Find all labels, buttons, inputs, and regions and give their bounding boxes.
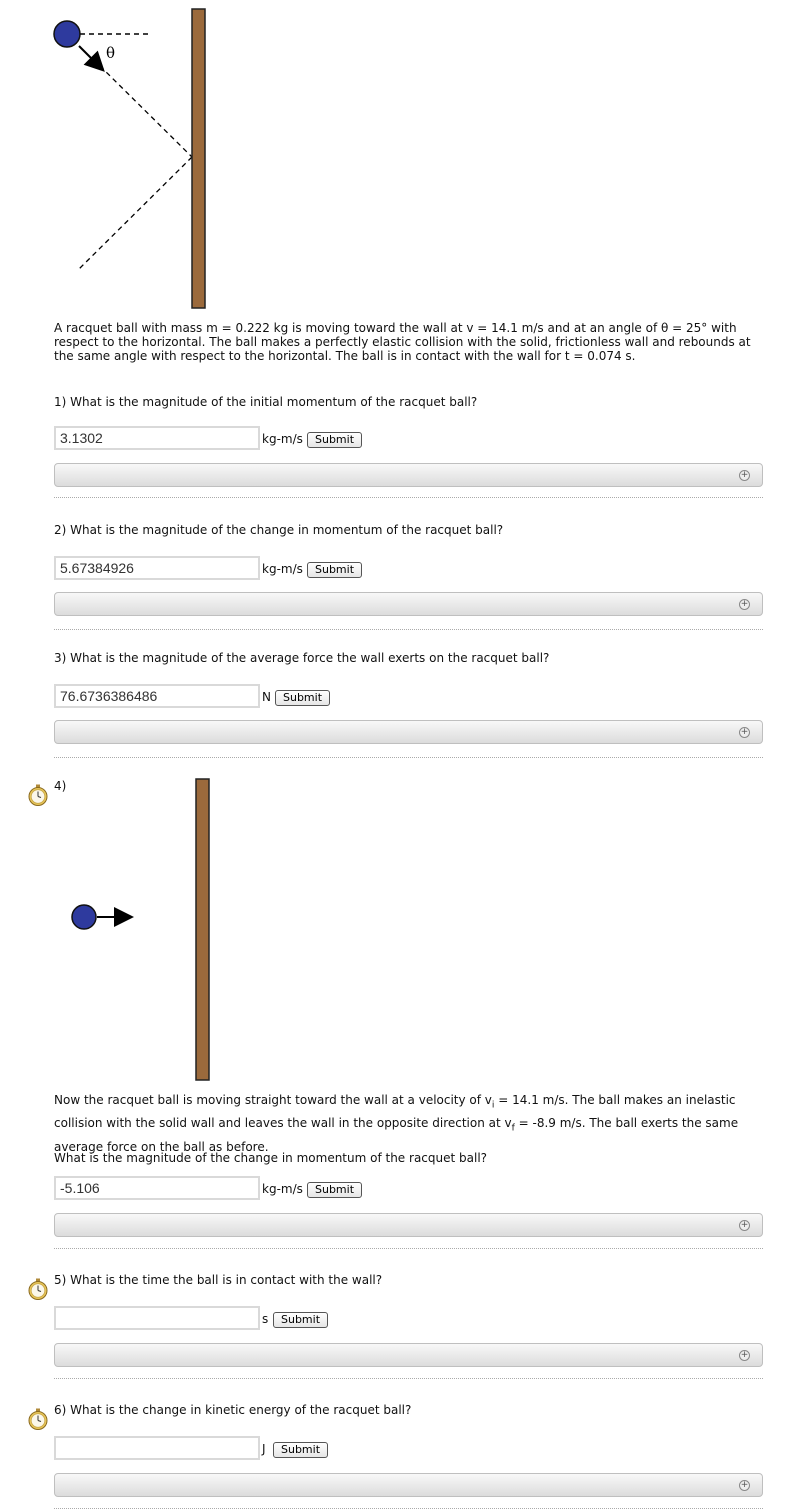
question-6-label: 6) What is the change in kinetic energy of the racquet ball? <box>54 1403 412 1417</box>
expand-plus-icon[interactable]: + <box>740 727 749 737</box>
question-1-submit-button[interactable]: Submit <box>307 432 362 448</box>
question-3-unit: N <box>262 690 271 704</box>
question-3-submit-button[interactable]: Submit <box>275 690 330 706</box>
separator <box>54 1378 763 1379</box>
question-2-unit: kg-m/s <box>262 562 303 576</box>
collision-diagram-angled <box>0 0 260 312</box>
question-2-answer-input[interactable] <box>54 556 260 580</box>
question-2-submit-button[interactable]: Submit <box>307 562 362 578</box>
expand-plus-icon[interactable]: + <box>740 470 749 480</box>
question-6-hint-bar[interactable] <box>54 1473 763 1497</box>
rebound-path-line <box>78 157 192 270</box>
question-4-answer-input[interactable] <box>54 1176 260 1200</box>
question-5-unit: s <box>262 1312 269 1326</box>
ball <box>54 21 80 47</box>
question-5-answer-input[interactable] <box>54 1306 260 1330</box>
collision-diagram-straight <box>0 775 260 1085</box>
problem-statement: A racquet ball with mass m = 0.222 kg is moving toward the wall at v = 14.1 m/s and at an angle of θ = 25° with respect to the horizontal. The ball makes a perfectly elastic collision with the solid, frictionless wall and rebounds at the same angle with respect to the horizontal. The ball is in contact with the wall for t = 0.074 s. <box>54 321 751 363</box>
question-1-label: 1) What is the magnitude of the initial momentum of the racquet ball? <box>54 395 478 409</box>
question-6-submit-button[interactable]: Submit <box>273 1442 328 1458</box>
expand-plus-icon[interactable]: + <box>740 1220 749 1230</box>
separator <box>54 757 763 758</box>
question-5-label: 5) What is the time the ball is in contact with the wall? <box>54 1273 383 1287</box>
question-1-unit: kg-m/s <box>262 432 303 446</box>
question-4-number: 4) <box>54 779 67 793</box>
question-4-label: What is the magnitude of the change in momentum of the racquet ball? <box>54 1151 488 1165</box>
separator <box>54 1508 763 1509</box>
incoming-path-line <box>100 66 192 157</box>
expand-plus-icon[interactable]: + <box>740 599 749 609</box>
separator <box>54 629 763 630</box>
question-6-unit: J <box>262 1442 266 1456</box>
question-3-hint-bar[interactable] <box>54 720 763 744</box>
velocity-arrow <box>79 46 102 69</box>
question-4-statement: Now the racquet ball is moving straight toward the wall at a velocity of $v_i = 14.1$ m/s. The ball makes an inelastic collision with the solid wall and leaves the wall in the opposite direction at $v_f = -8.9$ m/s. The ball exerts the same average force on the ball as before. <box>54 1093 739 1154</box>
question-4-hint-bar[interactable] <box>54 1213 763 1237</box>
question-4-submit-button[interactable]: Submit <box>307 1182 362 1198</box>
question-3-label: 3) What is the magnitude of the average force the wall exerts on the racquet ball? <box>54 651 550 665</box>
separator <box>54 1248 763 1249</box>
question-5-submit-button[interactable]: Submit <box>273 1312 328 1328</box>
expand-plus-icon[interactable]: + <box>740 1350 749 1360</box>
separator <box>54 497 763 498</box>
question-4-unit: kg-m/s <box>262 1182 303 1196</box>
question-3-answer-input[interactable] <box>54 684 260 708</box>
wall <box>196 779 209 1080</box>
stopwatch-icon <box>27 1278 49 1300</box>
ball <box>72 905 96 929</box>
question-2-label: 2) What is the magnitude of the change in momentum of the racquet ball? <box>54 523 504 537</box>
question-2-hint-bar[interactable] <box>54 592 763 616</box>
question-1-answer-input[interactable] <box>54 426 260 450</box>
question-5-hint-bar[interactable] <box>54 1343 763 1367</box>
wall <box>192 9 205 308</box>
question-1-hint-bar[interactable] <box>54 463 763 487</box>
question-6-answer-input[interactable] <box>54 1436 260 1460</box>
angle-label: θ <box>106 44 116 62</box>
stopwatch-icon <box>27 1408 49 1430</box>
expand-plus-icon[interactable]: + <box>740 1480 749 1490</box>
